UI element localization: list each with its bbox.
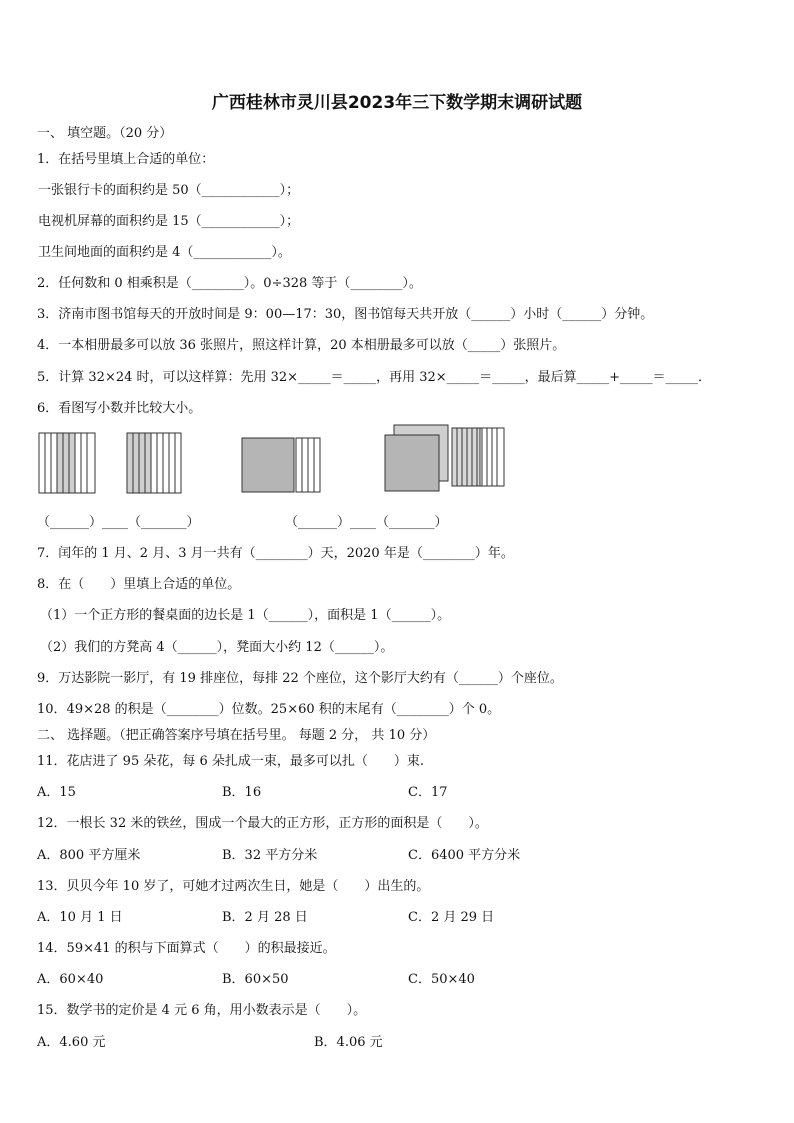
question-7: 7．闰年的 1 月、2 月、3 月一共有（________）天，2020 年是（________）年。	[37, 546, 514, 561]
square-group-b	[385, 425, 504, 491]
question-2: 2．任何数和 0 相乘积是（________）。0÷328 等于（________）。	[37, 276, 422, 291]
question-1-stem: 1．在括号里填上合适的单位：	[37, 152, 215, 167]
question-11-option-c: C．17	[408, 785, 448, 800]
question-14-option-c: C．50×40	[408, 972, 475, 987]
question-5: 5．计算 32×24 时，可以这样算：先用 32×_____＝_____，再用 32×_____＝_____，最后算_____+_____＝_____．	[37, 370, 712, 385]
question-6-stem: 6．看图写小数并比较大小。	[37, 401, 202, 416]
strip-group-b	[127, 433, 181, 493]
question-11-stem: 11．花店进了 95 朵花，每 6 朵扎成一束，最多可以扎（ ）束.	[37, 754, 425, 769]
section-choice-heading: 二、 选择题。（把正确答案序号填在括号里。 每题 2 分， 共 10 分）	[37, 728, 436, 743]
question-6-answer-right: （______）____（_______）	[285, 515, 448, 530]
question-13-option-a: A．10 月 1 日	[37, 910, 123, 925]
question-13-option-c: C．2 月 29 日	[408, 910, 495, 925]
question-3: 3．济南市图书馆每天的开放时间是 9：00—17：30，图书馆每天共开放（______）小时（______）分钟。	[37, 307, 654, 322]
question-8-stem: 8．在（ ）里填上合适的单位。	[37, 577, 241, 592]
question-14-option-a: A．60×40	[37, 972, 104, 987]
question-6-answer-left: （______）____（_______）	[37, 515, 200, 530]
question-12-option-a: A．800 平方厘米	[37, 848, 141, 863]
question-1a: 一张银行卡的面积约是 50（____________）；	[38, 183, 300, 198]
question-12-option-c: C．6400 平方分米	[408, 848, 521, 863]
question-15-option-b: B．4.06 元	[314, 1035, 383, 1050]
question-13-option-b: B．2 月 28 日	[222, 910, 308, 925]
section-fill-blank-heading: 一、 填空题。（20 分）	[37, 126, 173, 141]
question-15-stem: 15．数学书的定价是 4 元 6 角，用小数表示是（ ）。	[37, 1003, 367, 1018]
square-figure-right	[238, 420, 513, 498]
question-9: 9．万达影院一影厅，有 19 排座位，每排 22 个座位，这个影厅大约有（______）个座位。	[37, 671, 563, 686]
page-title: 广西桂林市灵川县2023年三下数学期末调研试题	[211, 93, 583, 113]
square-group-a	[242, 438, 320, 492]
question-14-option-b: B．60×50	[222, 972, 289, 987]
question-1b: 电视机屏幕的面积约是 15（____________）；	[38, 214, 300, 229]
question-8a: （1）一个正方形的餐桌面的边长是 1（______），面积是 1（______）。	[40, 608, 451, 623]
question-11-option-a: A．15	[37, 785, 76, 800]
question-10: 10．49×28 的积是（________）位数。25×60 积的末尾有（________）个 0。	[37, 702, 501, 717]
question-15-option-a: A．4.60 元	[37, 1035, 106, 1050]
question-1c: 卫生间地面的面积约是 4（____________）。	[38, 245, 291, 260]
strip-figure-left	[37, 430, 187, 496]
question-12-stem: 12．一根长 32 米的铁丝，围成一个最大的正方形，正方形的面积是（ ）。	[37, 816, 488, 831]
question-4: 4．一本相册最多可以放 36 张照片，照这样计算，20 本相册最多可以放（_____）张照片。	[37, 338, 566, 353]
question-8b: （2）我们的方凳高 4（______），凳面大小约 12（______）。	[40, 640, 394, 655]
question-11-option-b: B．16	[222, 785, 262, 800]
strip-group-a	[39, 433, 95, 493]
question-14-stem: 14．59×41 的积与下面算式（ ）的积最接近。	[37, 941, 336, 956]
question-12-option-b: B．32 平方分米	[222, 848, 318, 863]
question-13-stem: 13．贝贝今年 10 岁了，可她才过两次生日，她是（ ）出生的。	[37, 879, 430, 894]
